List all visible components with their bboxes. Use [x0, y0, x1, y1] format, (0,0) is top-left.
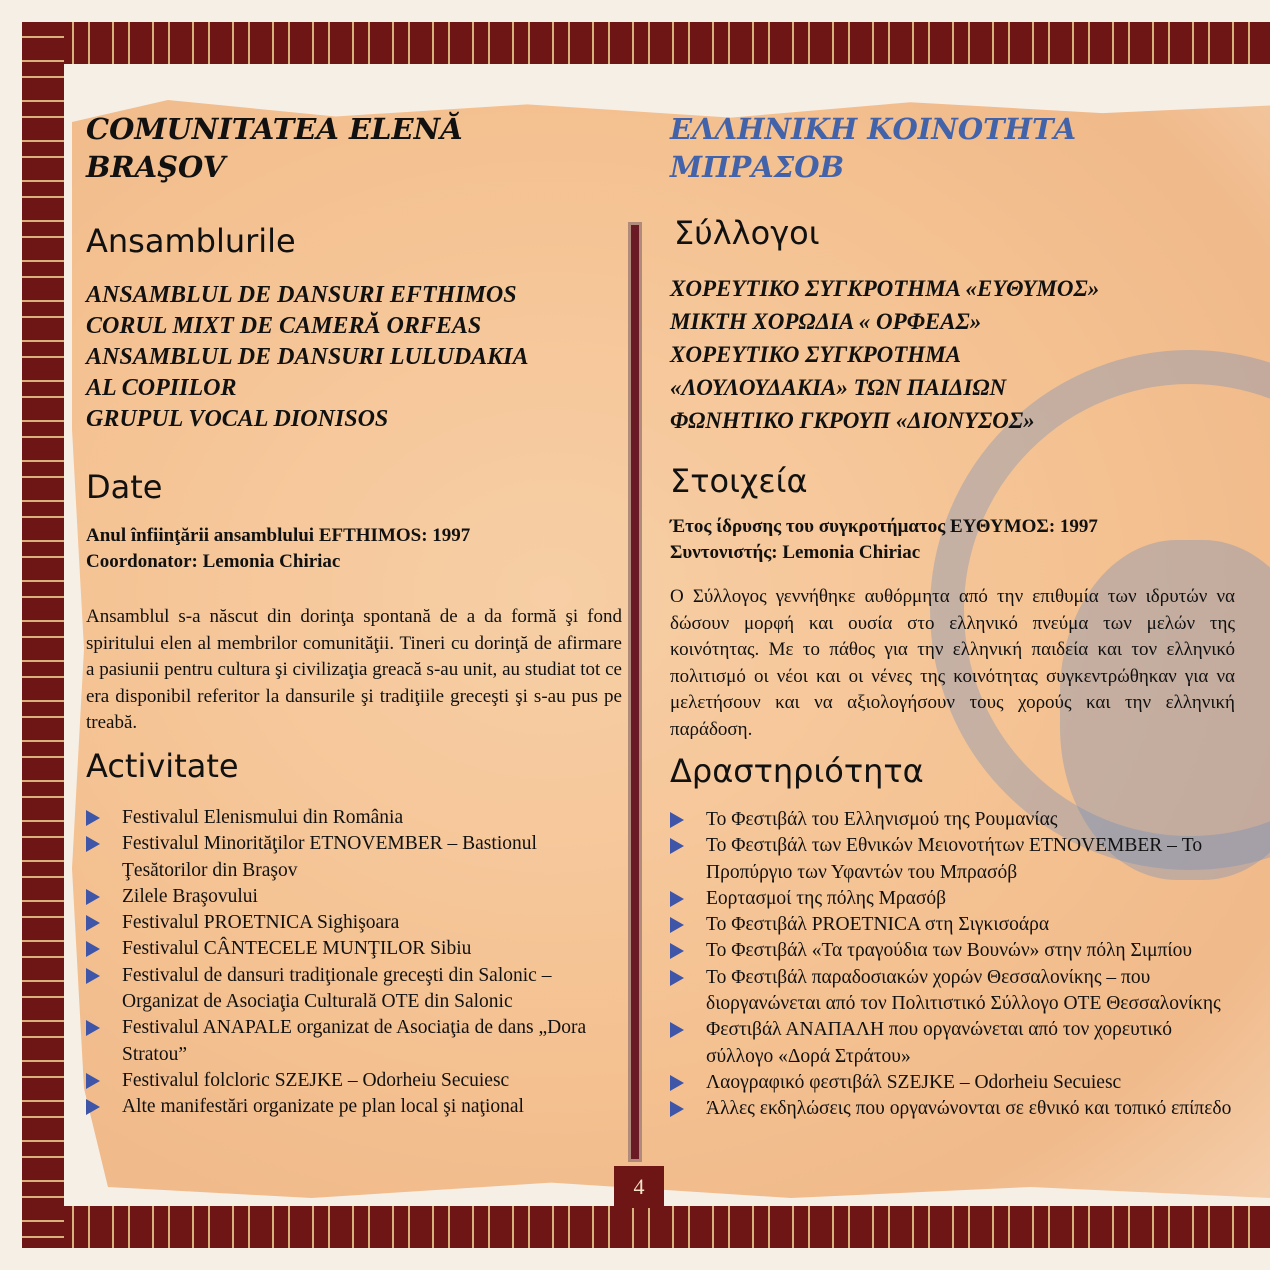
ensembles-heading-ro: Ansamblurile [86, 222, 296, 260]
page-number: 4 [614, 1166, 664, 1208]
bullet-arrow-icon [86, 1099, 100, 1115]
founded-year: Έτος ίδρυσης του συγκροτήματος ΕΥΘΥΜΟΣ: 1997 [670, 516, 1098, 537]
greek-column [670, 110, 1235, 186]
title-line: COMUNITATEA ELENĂ [86, 112, 463, 146]
bullet-arrow-icon [86, 810, 100, 826]
activity-heading-gr: Δραστηριότητα [670, 752, 924, 790]
ensembles-list-gr [670, 272, 1250, 437]
list-item: Λαογραφικό φεστιβάλ SZEJKE – Odorheiu Secuiesc [670, 1070, 1235, 1096]
title-line: ΕΛΛΗΝΙΚΗ ΚΟΙΝΟΤΗΤΑ [670, 112, 1077, 146]
greek-key-border-left [22, 22, 64, 1248]
activities-list-ro [86, 805, 622, 1121]
list-item: Το Φεστιβάλ «Τα τραγούδια των Βουνών» στην πόλη Σιμπίου [670, 938, 1235, 964]
title-line: BRAŞOV [86, 150, 226, 184]
founded-year: Anul înfiinţării ansamblului EFTHIMOS: 1997 [86, 525, 471, 546]
date-heading-gr: Στοιχεία [670, 462, 808, 500]
ensemble-item: ΧΟΡΕΥΤΙΚΟ ΣΥΓΚΡΟΤΗΜΑ «ΕΥΘΥΜΟΣ» [670, 276, 1100, 301]
bullet-arrow-icon [86, 836, 100, 852]
activity-heading-ro: Activitate [86, 747, 239, 785]
ensemble-item: AL COPIILOR [86, 375, 237, 401]
list-item: Το Φεστιβάλ του Ελληνισμού της Ρουμανίας [670, 807, 1235, 833]
bullet-arrow-icon [86, 915, 100, 931]
column-divider [628, 222, 642, 1162]
ensemble-item: ANSAMBLUL DE DANSURI EFTHIMOS [86, 282, 517, 308]
list-item: Festivalul Minorităţilor ETNOVEMBER – Bastionul Ţesătorilor din Braşov [86, 831, 622, 884]
coordinator: Coordonator: Lemonia Chiriac [86, 551, 341, 572]
ensembles-heading-gr: Σύλλογοι [674, 214, 820, 252]
ensemble-item: ΦΩΝΗΤΙΚΟ ΓΚΡΟΥΠ «ΔΙΟΝΥΣΟΣ» [670, 408, 1035, 433]
list-item: Άλλες εκδηλώσεις που οργανώνονται σε εθνικό και τοπικό επίπεδο [670, 1096, 1235, 1122]
activities-list-gr [670, 807, 1235, 1123]
ensemble-item: ΧΟΡΕΥΤΙΚΟ ΣΥΓΚΡΟΤΗΜΑ [670, 342, 961, 367]
list-item: Το Φεστιβάλ παραδοσιακών χορών Θεσσαλονίκης – που διοργανώνεται από τον Πολιτιστικό Σύλλογο ΟΤΕ Θεσσαλονίκης [670, 965, 1235, 1018]
date-info-gr [670, 514, 1235, 566]
bullet-arrow-icon [86, 1073, 100, 1089]
list-item: Festivalul de dansuri tradiţionale greceşti din Salonic – Organizat de Asociaţia Culturală OTE din Salonic [86, 963, 622, 1016]
bullet-arrow-icon [670, 970, 684, 986]
list-item: Zilele Braşovului [86, 884, 622, 910]
bullet-arrow-icon [86, 889, 100, 905]
bullet-arrow-icon [670, 917, 684, 933]
bullet-arrow-icon [86, 941, 100, 957]
bullet-arrow-icon [86, 968, 100, 984]
date-info-ro [86, 523, 622, 575]
romanian-column [86, 110, 622, 186]
list-item: Φεστιβάλ ΑΝΑΠΑΛΗ που οργανώνεται από τον χορευτικό σύλλογο «Δορά Στράτου» [670, 1017, 1235, 1070]
list-item: Festivalul PROETNICA Sighişoara [86, 910, 622, 936]
ensembles-list-ro [86, 280, 626, 435]
title-greek [670, 110, 1235, 186]
list-item: Festivalul CÂNTECELE MUNŢILOR Sibiu [86, 936, 622, 962]
title-romanian [86, 110, 622, 186]
greek-key-border-bottom [22, 1206, 1270, 1248]
greek-key-border-top [22, 22, 1270, 64]
list-item: Alte manifestări organizate pe plan local şi naţional [86, 1094, 622, 1120]
ensemble-item: «ΛΟΥΛΟΥΔΑΚΙΑ» ΤΩΝ ΠΑΙΔΙΩΝ [670, 375, 1007, 400]
bullet-arrow-icon [670, 1075, 684, 1091]
title-line: ΜΠΡΑΣΟΒ [670, 150, 845, 184]
list-item: Festivalul Elenismului din România [86, 805, 622, 831]
bullet-arrow-icon [670, 1022, 684, 1038]
bullet-arrow-icon [86, 1020, 100, 1036]
date-heading-ro: Date [86, 468, 163, 506]
ensemble-item: CORUL MIXT DE CAMERĂ ORFEAS [86, 313, 482, 339]
bullet-arrow-icon [670, 891, 684, 907]
list-item: Festivalul ANAPALE organizat de Asociaţia de dans „Dora Stratou” [86, 1015, 622, 1068]
bullet-arrow-icon [670, 812, 684, 828]
list-item: Το Φεστιβάλ PROETNICA στη Σιγκισοάρα [670, 912, 1235, 938]
ensemble-item: GRUPUL VOCAL DIONISOS [86, 406, 389, 432]
ensemble-item: ΜΙΚΤΗ ΧΟΡΩΔΙΑ « ΟΡΦΕΑΣ» [670, 309, 982, 334]
description-ro: Ansamblul s-a născut din dorinţa spontană de a da formă şi fond spiritului elen al membrilor comunităţii. Tineri cu dorinţă de afirmare a pasiunii pentru cultura şi civilizaţia greacă s-au unit, au studiat tot ce era disponibil referitor la dansurile şi tradiţiile greceşti şi s-au pus pe treabă. [86, 606, 622, 733]
list-item: Festivalul folcloric SZEJKE – Odorheiu Secuiesc [86, 1068, 622, 1094]
bullet-arrow-icon [670, 943, 684, 959]
list-item: Το Φεστιβάλ των Εθνικών Μειονοτήτων ETNOVEMBER – Το Προπύργιο των Υφαντών του Μπρασόβ [670, 833, 1235, 886]
ensemble-item: ANSAMBLUL DE DANSURI LULUDAKIA [86, 344, 529, 370]
description-gr: Ο Σύλλογος γεννήθηκε αυθόρμητα από την επιθυμία των ιδρυτών να δώσουν μορφή και ουσία στο ελληνικό πνεύμα των μελών της κοινότητας. Με το πάθος για την ελληνική παιδεία και τον ελληνικό πολιτισμό οι νέοι και οι νένες της κοινότητας συγκεντρώθηκαν για να μελετήσουν και να αξιολογήσουν τους χορούς και την ελληνική παράδοση. [670, 586, 1235, 740]
bullet-arrow-icon [670, 838, 684, 854]
list-item: Εορτασμοί της πόλης Μρασόβ [670, 886, 1235, 912]
bullet-arrow-icon [670, 1101, 684, 1117]
coordinator: Συντονιστής: Lemonia Chiriac [670, 542, 921, 563]
